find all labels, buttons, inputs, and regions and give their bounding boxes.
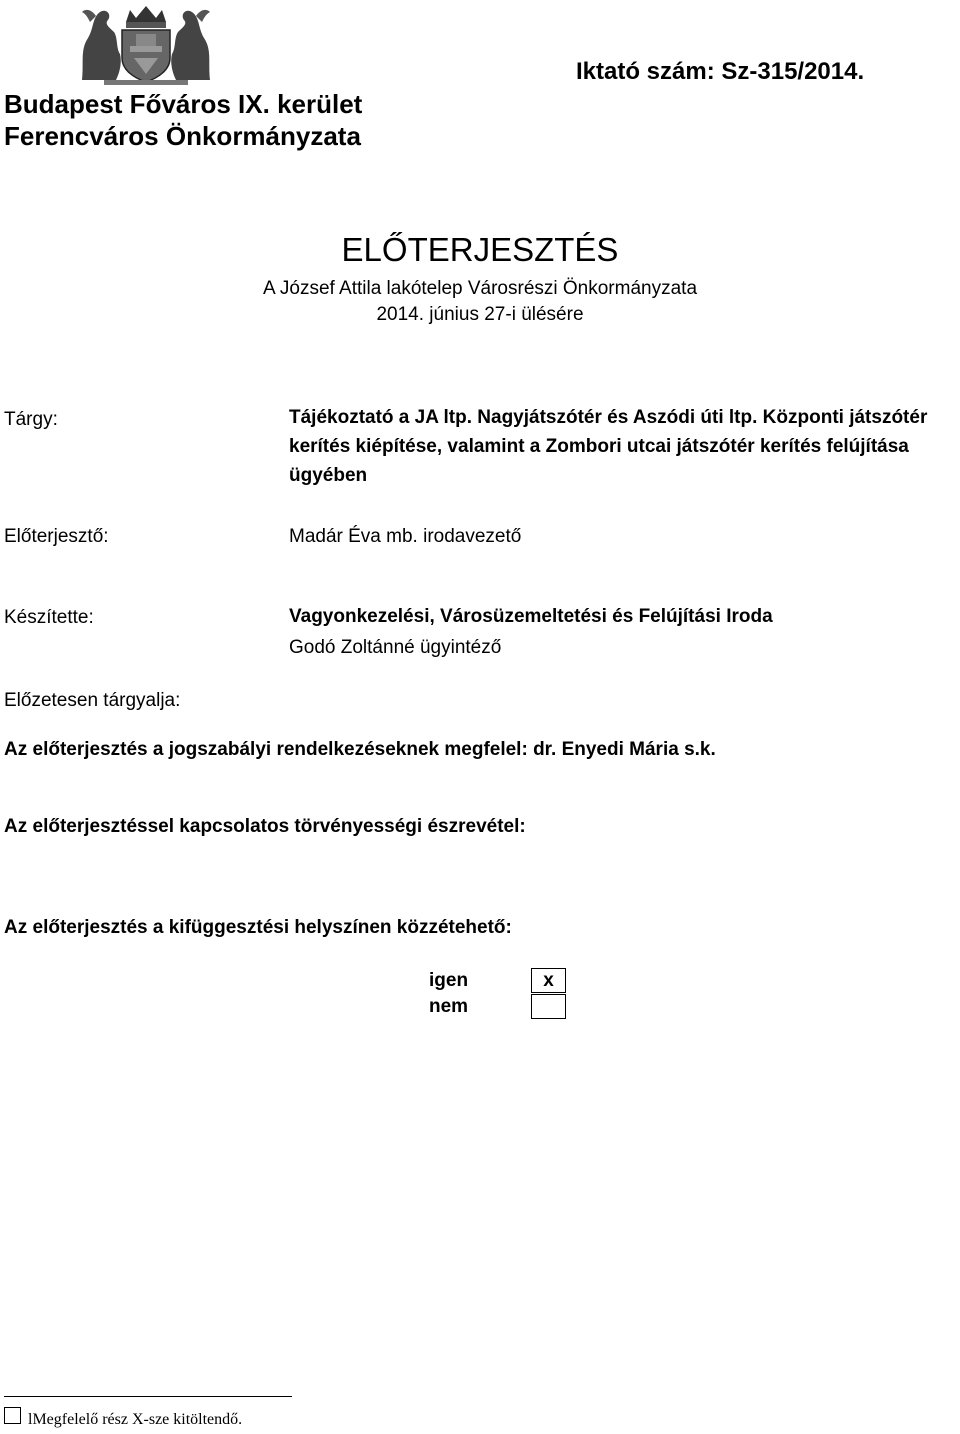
- prepared-by-office: Vagyonkezelési, Városüzemeltetési és Felújítási Iroda: [289, 606, 773, 627]
- footnote-divider: [4, 1396, 292, 1397]
- publication-question: Az előterjesztés a kifüggesztési helyszínen közzétehető:: [4, 917, 512, 938]
- meeting-date: 2014. június 27-i ülésére: [376, 304, 584, 325]
- legal-compliance-statement: Az előterjesztés a jogszabályi rendelkezéseknek megfelel: dr. Enyedi Mária s.k.: [4, 739, 716, 760]
- presenter-label: Előterjesztő:: [4, 526, 109, 547]
- option-yes-checkbox[interactable]: x: [531, 968, 566, 993]
- document-title: ELŐTERJESZTÉS: [341, 231, 619, 268]
- pre-discussion-label: Előzetesen tárgyalja:: [4, 690, 181, 711]
- footnote-checkbox-icon: [4, 1407, 21, 1424]
- option-no-checkbox[interactable]: [531, 994, 566, 1019]
- legality-remark-label: Az előterjesztéssel kapcsolatos törvényességi észrevétel:: [4, 816, 526, 837]
- organization-name-line2: Ferencváros Önkormányzata: [4, 121, 361, 151]
- organization-name-line1: Budapest Főváros IX. kerület: [4, 89, 363, 119]
- option-yes-label: igen: [429, 970, 469, 991]
- option-no-label: nem: [429, 996, 469, 1017]
- meeting-body: A József Attila lakótelep Városrészi Önkormányzata: [262, 278, 698, 299]
- footnote-text: lMegfelelő rész X-sze kitöltendő.: [28, 1411, 243, 1428]
- presenter-value: Madár Éva mb. irodavezető: [289, 526, 522, 547]
- subject-label: Tárgy:: [4, 409, 58, 430]
- prepared-by-person: Godó Zoltánné ügyintéző: [289, 637, 502, 658]
- prepared-by-label: Készítette:: [4, 607, 94, 628]
- registration-number: Iktató szám: Sz-315/2014.: [576, 58, 865, 85]
- coat-of-arms-emblem: [76, 2, 216, 86]
- subject-value: Tájékoztató a JA ltp. Nagyjátszótér és Aszódi úti ltp. Központi játszótér kerítés kiépítése, valamint a Zombori utcai játszótér kerítés felújítása ügyében: [289, 407, 928, 486]
